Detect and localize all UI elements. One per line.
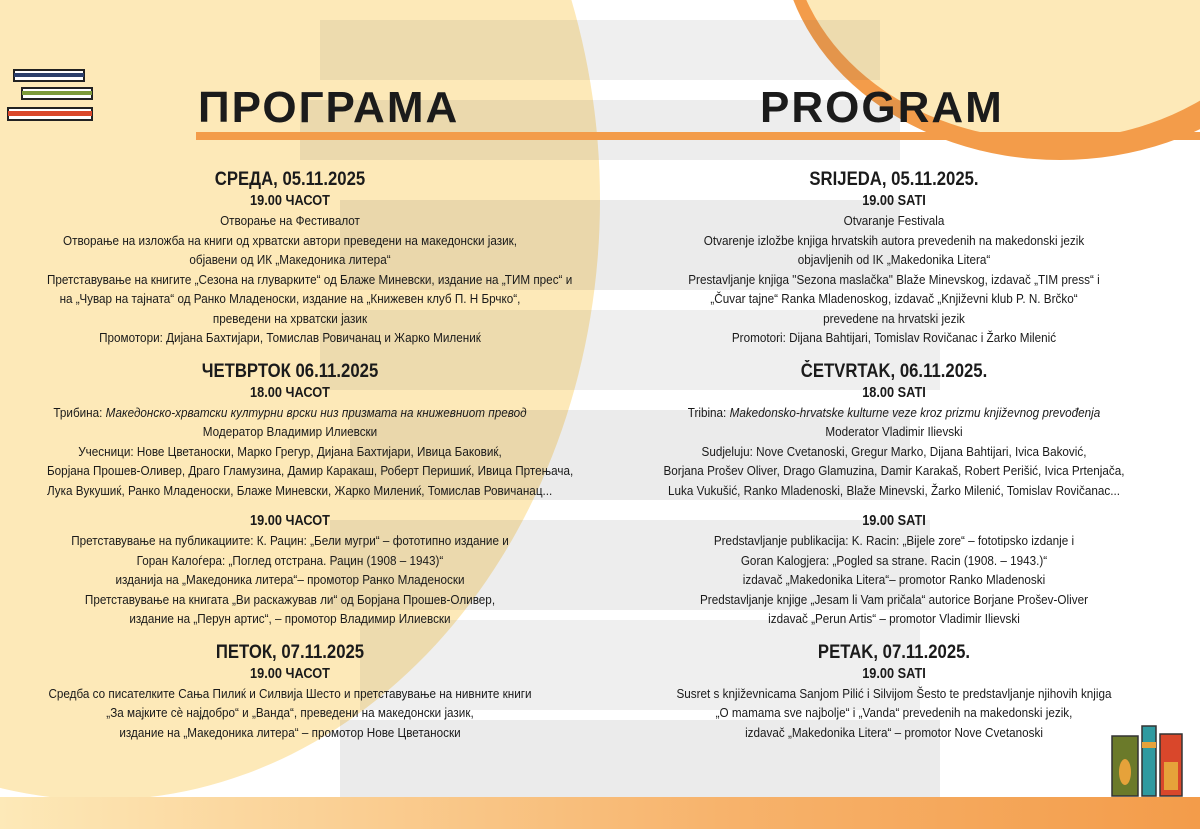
- day-heading: ЧЕТВРТОК 06.11.2025: [201, 360, 379, 382]
- program-line: Otvaranje Festivala: [843, 213, 945, 228]
- time-label: 19.00 SATI: [862, 193, 926, 209]
- program-line: „За мајките сѐ најдобро“ и „Ванда“, преведени на македонски јазик,: [106, 705, 474, 720]
- day-heading: PETAK, 07.11.2025.: [817, 641, 971, 663]
- time-label: 19.00 SATI: [862, 513, 926, 529]
- day-heading: СРЕДА, 05.11.2025: [214, 169, 366, 190]
- program-line: издание на „Македоника литера“ – промотор Нове Цветаноски: [119, 724, 461, 740]
- program-line: Претставување на книгите „Сезона на глуварките“ од Блаже Миневски, издание на „ТИМ прес“ и: [47, 271, 573, 287]
- program-line: Susret s književnicama Sanjom Pilić i Silvijom Šesto te predstavljanje njihovih knjiga: [676, 685, 1112, 701]
- program-line: Средба со писателките Сања Пилиќ и Силвија Шесто и претставување на нивните книги: [48, 685, 532, 701]
- program-line: Претставување на публикациите: К. Рацин: „Бели мугри“ – фототипно издание и: [71, 533, 509, 548]
- time-label: 18.00 SATI: [862, 384, 926, 401]
- program-line: Борјана Прошев-Оливер, Драго Гламузина, Дамир Каракаш, Роберт Перишиќ, Ивица Пртењача,: [47, 463, 574, 478]
- program-line: Лука Вукушиќ, Ранко Младеноски, Блаже Миневски, Жарко Милениќ, Томислав Ровичанац...: [47, 482, 553, 498]
- program-line: Otvarenje izložbe knjiga hrvatskih autora prevedenih na makedonski jezik: [703, 232, 1085, 248]
- program-column-croatian: [616, 168, 1172, 742]
- time-label: 18.00 ЧАСОТ: [250, 384, 330, 401]
- tribina-label: Трибина:: [53, 404, 106, 420]
- program-line: „Čuvar tajne“ Ranka Mladenoskog, izdavač „Književni klub P. N. Brčko“: [710, 291, 1078, 306]
- time-label: 19.00 SATI: [862, 665, 926, 682]
- program-line: izdavač „Perun Artis“ – promotor Vladimir Ilievski: [768, 611, 1020, 626]
- program-line: prevedene na hrvatski jezik: [823, 310, 965, 326]
- title-croatian: PROGRAM: [760, 83, 1004, 132]
- program-line: изданија на „Македоника литера“– промотор Ранко Младеноски: [115, 572, 465, 587]
- program-line: Luka Vukušić, Ranko Mladenoski, Blaže Minevski, Žarko Milenić, Tomislav Rovičanac...: [668, 482, 1120, 498]
- program-line: Moderator Vladimir Ilievski: [825, 424, 963, 439]
- program-line: преведени на хрватски јазик: [212, 310, 368, 326]
- tribina-line: [47, 403, 533, 423]
- program-line: Горан Калоѓера: „Поглед отстрана. Рацин (1908 – 1943)“: [136, 552, 444, 568]
- day-heading: SRIJEDA, 05.11.2025.: [809, 169, 979, 190]
- tribina-title: Makedonsko-hrvatske kulturne veze kroz prizmu književnog prevođenja: [729, 404, 1101, 420]
- program-line: izdavač „Makedonika Litera“ – promotor Nove Cvetanoski: [745, 724, 1043, 740]
- program-line: објавени од ИК „Македоника литера“: [189, 252, 391, 267]
- program-column-macedonian: [20, 168, 574, 742]
- day-heading: ПЕТОК, 07.11.2025: [215, 641, 365, 663]
- program-line: Отворање на Фестивалот: [220, 213, 360, 228]
- program-line: Promotori: Dijana Bahtijari, Tomislav Rovičanac i Žarko Milenić: [731, 330, 1057, 345]
- program-line: Претставување на книгата „Ви раскажував ли“ од Борјана Прошев-Оливер,: [84, 591, 496, 607]
- program-line: objavljenih od IK „Makedonika Litera“: [797, 252, 991, 267]
- program-line: „O mamama sve najbolje“ i „Vanda“ prevedenih na makedonski jezik,: [715, 705, 1073, 720]
- program-line: Учесници: Нове Цветаноски, Марко Грегур, Дијана Бахтијари, Ивица Баковиќ,: [78, 443, 502, 459]
- program-line: Отворање на изложба на книги од хрватски автори преведени на македонски јазик,: [62, 232, 518, 248]
- program-line: Predstavljanje knjige „Jesam li Vam pričala“ autorice Borjane Prošev-Oliver: [699, 591, 1088, 607]
- program-line: на „Чувар на тајната“ од Ранко Младеноски, издание на „Книжевен клуб П. Н Брчко“,: [59, 291, 521, 306]
- tribina-line: [644, 403, 1144, 423]
- program-line: Sudjeluju: Nove Cvetanoski, Gregur Marko, Dijana Bahtijari, Ivica Baković,: [701, 443, 1087, 459]
- program-line: Промотори: Дијана Бахтијари, Томислав Ровичанац и Жарко Милениќ: [99, 330, 481, 345]
- time-label: 19.00 ЧАСОТ: [250, 193, 330, 209]
- program-line: Модератор Владимир Илиевски: [202, 424, 378, 439]
- time-label: 19.00 ЧАСОТ: [250, 665, 330, 682]
- time-label: 19.00 ЧАСОТ: [250, 513, 330, 529]
- program-line: Prestavljanje knjiga "Sezona maslačka" Blaže Minevskog, izdavač „TIM press“ i: [688, 271, 1100, 287]
- tribina-title: Македонско-хрватски културни врски низ призмата на книжевниот превод: [105, 404, 527, 420]
- books-stack-icon: [6, 68, 98, 132]
- title-macedonian: ПРОГРАМА: [198, 83, 460, 132]
- bottom-band: [0, 797, 1200, 829]
- program-line: izdavač „Makedonika Litera“– promotor Ranko Mladenoski: [742, 572, 1046, 587]
- tribina-label: Tribina:: [687, 404, 730, 420]
- day-heading: ČETVRTAK, 06.11.2025.: [800, 360, 988, 382]
- program-line: издание на „Перун артис“, – промотор Владимир Илиевски: [129, 611, 451, 626]
- orange-divider: [196, 132, 1200, 140]
- program-line: Borjana Prošev Oliver, Drago Glamuzina, Damir Karakaš, Robert Perišić, Ivica Prtenjača,: [663, 463, 1125, 478]
- program-line: Goran Kalogjera: „Pogled sa strane. Racin (1908. – 1943.)“: [740, 552, 1048, 568]
- program-line: Predstavljanje publikacija: K. Racin: „Bijele zore“ – fototipsko izdanje i: [713, 533, 1075, 548]
